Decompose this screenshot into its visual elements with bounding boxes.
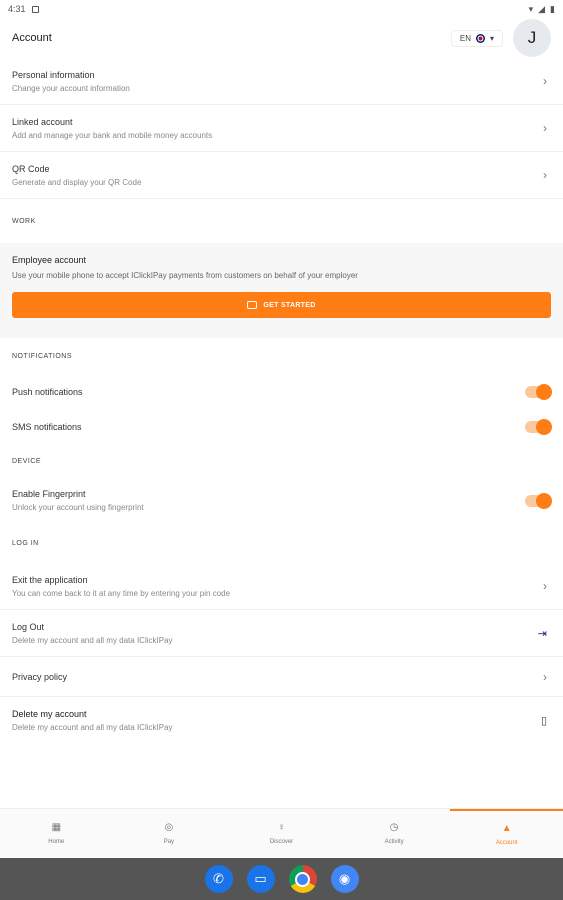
home-icon: ▦	[51, 822, 62, 833]
chevron-down-icon: ▾	[489, 33, 494, 43]
pay-icon: ◎	[164, 822, 174, 833]
row-subtitle: Add and manage your bank and mobile money accounts	[12, 130, 213, 140]
nav-label: Discover	[269, 839, 294, 845]
nav-label: Home	[48, 839, 65, 845]
row-subtitle: Delete my account and all my data IClickIPay	[12, 635, 173, 645]
fingerprint-subtitle: Unlock your account using fingerprint	[12, 503, 144, 512]
employee-account-title: Employee account	[12, 255, 87, 265]
nav-activity[interactable]	[338, 809, 451, 858]
camera-icon	[247, 301, 257, 309]
logout-icon: ⇥	[537, 627, 547, 640]
discover-icon: ♀	[277, 822, 286, 833]
get-started-label: GET STARTED	[263, 301, 316, 309]
nav-discover[interactable]	[225, 809, 338, 858]
fingerprint-title: Enable Fingerprint	[12, 489, 86, 499]
nav-label: Account	[495, 840, 518, 846]
personal-information-row[interactable]	[0, 58, 563, 105]
chevron-right-icon: ›	[543, 669, 547, 684]
row-title: QR Code	[12, 163, 50, 174]
logout-row[interactable]	[0, 610, 563, 657]
signal-icon: ◢	[538, 3, 546, 14]
row-title: Delete my account	[12, 709, 87, 719]
row-title: Exit the application	[12, 574, 88, 585]
push-notifications-row	[0, 374, 563, 409]
employee-account-description: Use your mobile phone to accept IClickIPay payments from customers on behalf of your employer	[12, 271, 358, 280]
avatar[interactable]: J	[513, 19, 551, 57]
device-section-label: DEVICE	[12, 457, 42, 465]
row-title: Log Out	[12, 621, 45, 632]
sms-notifications-toggle[interactable]	[525, 421, 551, 433]
camera-app-icon[interactable]: ◉	[331, 865, 359, 893]
chevron-right-icon: ›	[543, 121, 547, 135]
row-subtitle: Change your account information	[12, 83, 130, 93]
status-time: 4:31	[8, 4, 26, 14]
chevron-right-icon: ›	[543, 168, 547, 182]
account-section	[0, 58, 563, 199]
page-title: Account	[12, 32, 52, 44]
account-icon: ▲	[501, 823, 512, 834]
bottom-navigation	[0, 808, 563, 858]
nav-account[interactable]	[450, 809, 563, 858]
wifi-icon: ▾	[528, 3, 534, 14]
language-selector[interactable]	[451, 30, 503, 47]
language-code: EN	[459, 33, 471, 43]
notifications-section-label: NOTIFICATIONS	[12, 352, 73, 360]
qr-code-row[interactable]	[0, 152, 563, 199]
row-subtitle: Delete my account and all my data IClickIPay	[12, 723, 173, 732]
sms-notifications-label: SMS notifications	[12, 421, 82, 432]
work-section-label: WORK	[12, 217, 36, 225]
exit-application-row[interactable]	[0, 563, 563, 610]
privacy-policy-row[interactable]	[0, 657, 563, 697]
nav-label: Pay	[163, 839, 175, 845]
trash-icon: ▯	[540, 715, 547, 727]
linked-account-row[interactable]	[0, 105, 563, 152]
row-title: Privacy policy	[12, 671, 68, 682]
chrome-app-icon[interactable]	[289, 865, 317, 893]
row-subtitle: You can come back to it at any time by entering your pin code	[12, 588, 231, 598]
status-bar	[0, 0, 563, 18]
chevron-right-icon: ›	[543, 74, 547, 88]
nav-home[interactable]	[0, 809, 113, 858]
chevron-right-icon: ›	[543, 579, 547, 593]
nav-label: Activity	[384, 839, 404, 845]
sms-notifications-row	[0, 409, 563, 444]
activity-icon: ◷	[389, 822, 399, 833]
row-title: Linked account	[12, 116, 73, 127]
employee-account-card	[0, 243, 563, 338]
delete-account-row[interactable]	[0, 697, 563, 744]
fingerprint-row	[0, 478, 563, 523]
app-header	[0, 18, 563, 58]
get-started-button[interactable]	[12, 292, 551, 318]
battery-icon: ▮	[550, 3, 555, 14]
system-dock	[0, 858, 563, 900]
row-title: Personal information	[12, 69, 95, 80]
uk-flag-icon	[476, 34, 485, 43]
messages-app-icon[interactable]: ▭	[247, 865, 275, 893]
push-notifications-toggle[interactable]	[525, 386, 551, 398]
push-notifications-label: Push notifications	[12, 386, 83, 397]
notification-icon	[32, 6, 39, 13]
phone-app-icon[interactable]: ✆	[205, 865, 233, 893]
login-section-label: LOG IN	[12, 539, 39, 547]
row-subtitle: Generate and display your QR Code	[12, 177, 142, 187]
nav-pay[interactable]	[113, 809, 226, 858]
fingerprint-toggle[interactable]	[525, 495, 551, 507]
